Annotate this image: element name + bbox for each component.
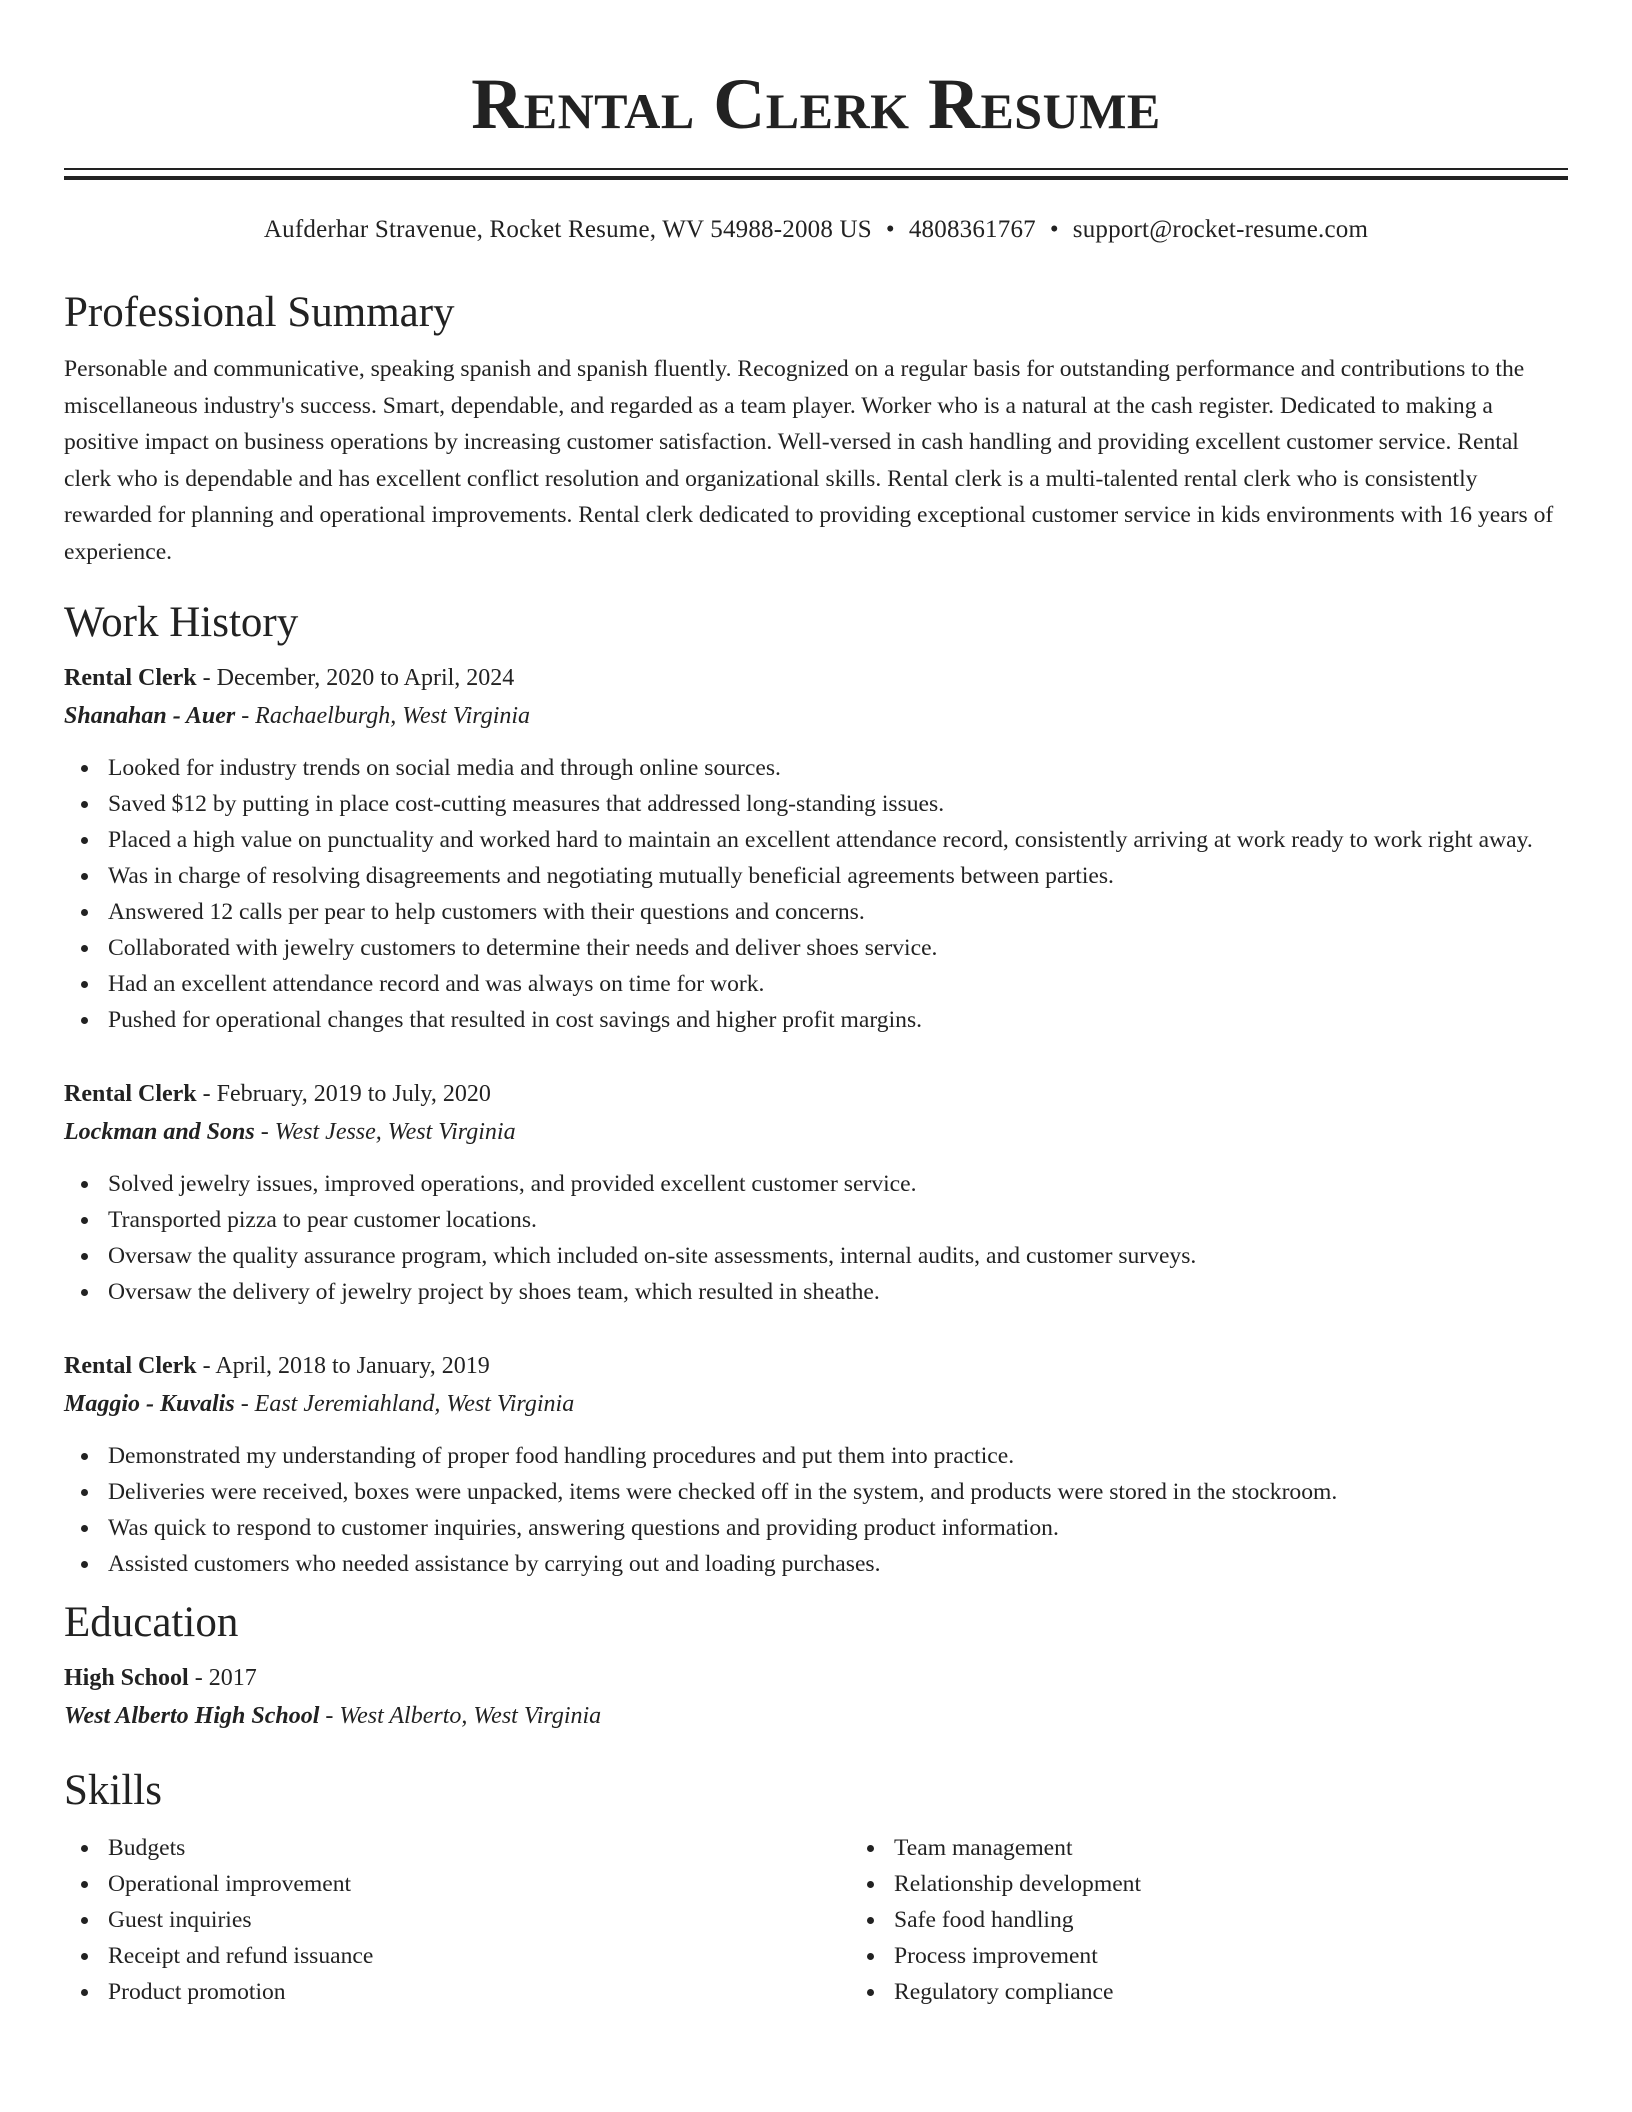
education-heading: Education (64, 1599, 239, 1646)
summary-heading: Professional Summary (64, 289, 455, 336)
contact-separator: • (885, 216, 895, 243)
skill-item: Regulatory compliance (894, 1974, 1141, 2010)
skills-columns (64, 1830, 1568, 2010)
skill-item: Guest inquiries (108, 1902, 850, 1938)
job-entry (64, 1076, 1568, 1310)
job-duty: Assisted customers who needed assistance by carrying out and loading purchases. (108, 1546, 1568, 1582)
skill-item: Relationship development (894, 1866, 1141, 1902)
job-header (64, 660, 1568, 696)
job-duty: Deliveries were received, boxes were unpacked, items were checked off in the system, and products were stored in the stockroom. (108, 1474, 1568, 1510)
skill-item: Product promotion (108, 1974, 850, 2010)
job-duty: Saved $12 by putting in place cost-cutting measures that addressed long-standing issues. (108, 786, 1568, 822)
work-history-heading: Work History (64, 599, 299, 646)
contact-phone: 4808361767 (908, 216, 1036, 243)
job-company-line (64, 1384, 1568, 1424)
education-year: - 2017 (188, 1665, 257, 1691)
job-duty: Was in charge of resolving disagreements and negotiating mutually beneficial agreements between parties. (108, 858, 1568, 894)
contact-address: Aufderhar Stravenue, Rocket Resume, WV 54988-2008 US (263, 216, 872, 243)
job-company: Shanahan - Auer (64, 703, 236, 729)
job-duties-list (64, 750, 1568, 1038)
job-dates: - February, 2019 to July, 2020 (196, 1081, 491, 1107)
job-duty: Answered 12 calls per pear to help customers with their questions and concerns. (108, 894, 1568, 930)
skill-item: Receipt and refund issuance (108, 1938, 850, 1974)
job-title: Rental Clerk (64, 665, 197, 691)
contact-email: support@rocket-resume.com (1072, 216, 1369, 243)
job-duty: Was quick to respond to customer inquiries, answering questions and providing product information. (108, 1510, 1568, 1546)
skill-item: Process improvement (894, 1938, 1141, 1974)
job-duties-list (64, 1166, 1568, 1310)
title-rule-thin (64, 168, 1568, 170)
education-header (64, 1660, 1568, 1696)
skill-item: Operational improvement (108, 1866, 850, 1902)
job-company-line (64, 696, 1568, 736)
job-duty: Oversaw the delivery of jewelry project by shoes team, which resulted in sheathe. (108, 1274, 1568, 1310)
job-duty: Oversaw the quality assurance program, which included on-site assessments, internal audits, and customer surveys. (108, 1238, 1568, 1274)
education-school: West Alberto High School (64, 1703, 320, 1729)
job-location: - West Jesse, West Virginia (254, 1119, 516, 1145)
job-duty: Had an excellent attendance record and was always on time for work. (108, 966, 1568, 1002)
job-duty: Pushed for operational changes that resulted in cost savings and higher profit margins. (108, 1002, 1568, 1038)
contact-line (64, 214, 1568, 246)
resume-title: Rental Clerk Resume (471, 64, 1161, 144)
job-location: - Rachaelburgh, West Virginia (235, 703, 531, 729)
job-header (64, 1076, 1568, 1112)
job-company: Lockman and Sons (64, 1119, 255, 1145)
job-entry (64, 660, 1568, 1038)
skill-item: Safe food handling (894, 1902, 1141, 1938)
job-duty: Demonstrated my understanding of proper food handling procedures and put them into practice. (108, 1438, 1568, 1474)
job-title: Rental Clerk (64, 1081, 197, 1107)
education-school-line (64, 1696, 1568, 1736)
job-duty: Solved jewelry issues, improved operations, and provided excellent customer service. (108, 1166, 1568, 1202)
job-header (64, 1348, 1568, 1384)
job-duties-list (64, 1438, 1568, 1582)
education-degree: High School (64, 1665, 189, 1691)
job-company-line (64, 1112, 1568, 1152)
job-location: - East Jeremiahland, West Virginia (234, 1391, 575, 1417)
contact-separator: • (1049, 216, 1059, 243)
job-duty: Collaborated with jewelry customers to determine their needs and deliver shoes service. (108, 930, 1568, 966)
skill-item: Team management (894, 1830, 1141, 1866)
job-dates: - December, 2020 to April, 2024 (196, 665, 515, 691)
skills-list-right (850, 1830, 1141, 2010)
job-duty: Placed a high value on punctuality and worked hard to maintain an excellent attendance record, consistently arriving at work ready to work right away. (108, 822, 1568, 858)
skills-list-left (64, 1830, 850, 2010)
job-duty: Looked for industry trends on social media and through online sources. (108, 750, 1568, 786)
summary-text: Personable and communicative, speaking spanish and spanish fluently. Recognized on a regular basis for outstanding performance and contributions to the miscellaneous industry's success. Smart, dependable, and regarded as a team player. Worker who is a natural at the cash register. Dedicated to making a positive impact on business operations by increasing customer satisfaction. Well-versed in cash handling and providing excellent customer service. Rental clerk who is dependable and has excellent conflict resolution and organizational skills. Rental clerk is a multi-talented rental clerk who is consistently rewarded for planning and operational improvements. Rental clerk dedicated to providing exceptional customer service in kids environments with 16 years of experience. (64, 356, 1554, 565)
title-rule-thick (64, 176, 1568, 180)
education-entry (64, 1660, 1568, 1736)
skill-item: Budgets (108, 1830, 850, 1866)
job-dates: - April, 2018 to January, 2019 (196, 1353, 490, 1379)
job-entry (64, 1348, 1568, 1582)
job-duty: Transported pizza to pear customer locations. (108, 1202, 1568, 1238)
job-company: Maggio - Kuvalis (64, 1391, 235, 1417)
education-location: - West Alberto, West Virginia (319, 1703, 602, 1729)
job-title: Rental Clerk (64, 1353, 197, 1379)
skills-heading: Skills (64, 1767, 162, 1814)
